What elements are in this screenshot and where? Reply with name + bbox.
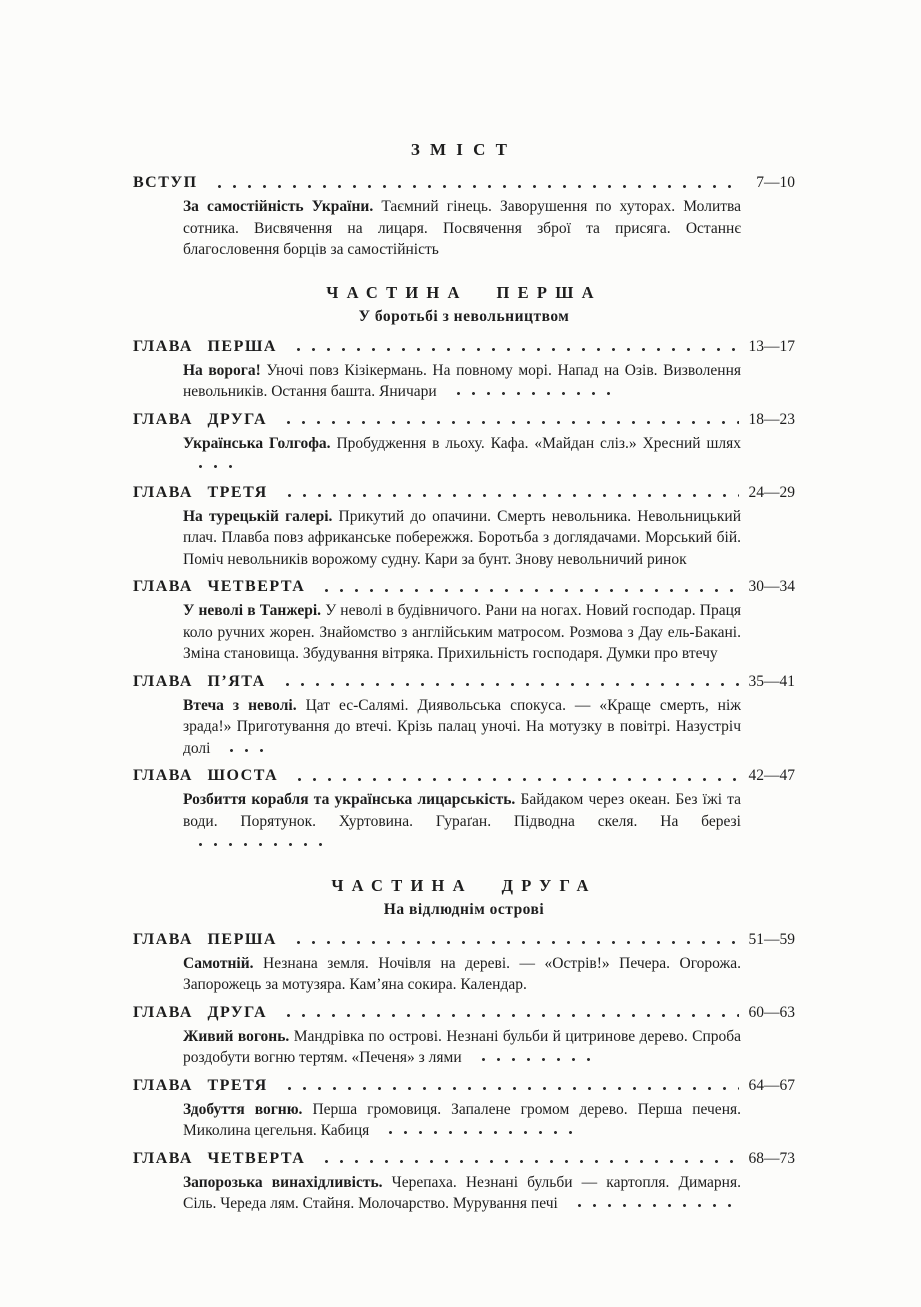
chapter-pages: 64—67: [748, 1076, 795, 1094]
chapter-pages: 30—34: [748, 578, 795, 595]
chapter-lead: Українська Голгофа.: [183, 434, 331, 452]
table-of-contents: [133, 140, 795, 1221]
chapter-entry-row: [133, 1148, 795, 1170]
dot-leader: [319, 1159, 738, 1164]
chapter-description: [183, 506, 741, 571]
chapter-pages: 18—23: [748, 410, 795, 428]
dot-leader: [291, 940, 739, 945]
part-1-subtitle: У боротьбі з невольництвом: [358, 307, 570, 325]
dot-leader: [282, 493, 739, 498]
part-2-heading: ЧАСТИНА ДРУГА: [331, 875, 597, 895]
chapter-heading: ГЛАВА ПЕРША: [133, 337, 277, 355]
chapter-heading: ГЛАВА ДРУГА: [133, 1003, 268, 1021]
chapter-heading: ГЛАВА ДРУГА: [133, 410, 268, 428]
chapter-heading: ГЛАВА ШОСТА: [133, 767, 279, 784]
dot-leader: [280, 682, 739, 687]
chapter-pages: 35—41: [748, 672, 795, 690]
chapter-entry-row: [133, 482, 795, 504]
trailing-dots: [476, 1057, 596, 1062]
dot-leader: [281, 420, 738, 425]
chapter-entry-row: [133, 1002, 795, 1024]
chapter-description: [183, 1026, 741, 1069]
trailing-dots: [224, 748, 264, 753]
dot-leader: [319, 588, 738, 593]
trailing-dots: [572, 1203, 732, 1208]
chapter-lead: У неволі в Танжері.: [183, 602, 322, 619]
chapter-text: Пробудження в льоху. Кафа. «Майдан сліз.» Хресний шлях: [336, 434, 741, 452]
chapter-description: [183, 789, 741, 854]
chapter-entry-row: [133, 336, 795, 358]
part-2-subtitle: На відлюднім острові: [383, 900, 545, 918]
chapter-lead: Самотній.: [183, 954, 254, 972]
intro-heading: ВСТУП: [133, 174, 198, 191]
chapter-entry-row: [133, 929, 795, 951]
dot-leader: [281, 1013, 738, 1018]
chapter-lead: Запорозька винахідливість.: [183, 1173, 383, 1191]
chapter-description: [183, 600, 741, 665]
chapter-lead: Втеча з неволі.: [183, 696, 297, 714]
chapter-text: Перша громовиця. Запалене громом дерево. Перша печеня. Миколина цегельня. Кабиця: [183, 1100, 741, 1139]
chapter-description: [183, 1099, 741, 1142]
chapter-heading: ГЛАВА ПЕРША: [133, 930, 277, 948]
intro-pages: 7—10: [756, 174, 795, 191]
intro-text: Таємний гінець. Заворушення по хуторах. Молитва сотника. Висвячення на лицаря. Посвячення зброї та присяга. Останнє благословення борців за самостійність: [183, 198, 742, 258]
chapter-pages: 13—17: [748, 337, 795, 355]
chapter-description: [183, 953, 741, 996]
chapter-heading: ГЛАВА ЧЕТВЕРТА: [133, 1149, 306, 1167]
chapter-entry-row: [133, 409, 795, 431]
chapter-heading: ГЛАВА ТРЕТЯ: [133, 483, 268, 501]
chapter-pages: 42—47: [748, 767, 795, 784]
trailing-dots: [451, 391, 621, 396]
chapter-heading: ГЛАВА П’ЯТА: [133, 672, 266, 690]
chapter-text: Черепаха. Незнані бульби — картопля. Димарня. Сіль. Череда лям. Стайня. Молочарство. Мурування печі: [183, 1173, 741, 1212]
intro-lead: За самостійність України.: [183, 198, 374, 215]
chapter-lead: Живий вогонь.: [183, 1027, 290, 1045]
trailing-dots: [383, 1130, 583, 1135]
chapter-text: Байдаком через океан. Без їжі та води. Порятунок. Хуртовина. Гураґан. Підводна скеля. На березі: [183, 791, 742, 830]
chapter-entry-row: [133, 1075, 795, 1097]
chapter-text: Уночі повз Кізікермань. На повному морі. Напад на Озів. Визволення невольників. Остання башта. Яничари: [183, 361, 741, 400]
chapter-text: Мандрівка по острові. Незнані бульби й цитринове дерево. Спроба роздобути вогню тертям. «Печеня» з лями: [183, 1027, 741, 1066]
dot-leader: [212, 184, 739, 189]
chapter-description: [183, 360, 741, 403]
chapter-pages: 24—29: [748, 483, 795, 501]
chapter-entry-row: [133, 576, 795, 598]
chapter-text: Незнана земля. Ночівля на дереві. — «Острів!» Печера. Огорожа. Запорожець за мотузяра. Кам’яна сокира. Календар.: [183, 954, 741, 993]
chapter-pages: 68—73: [748, 1149, 795, 1167]
chapter-heading: ГЛАВА ЧЕТВЕРТА: [133, 578, 306, 595]
intro-entry-row: [133, 172, 795, 194]
trailing-dots: [193, 464, 233, 469]
chapter-description: [183, 433, 741, 476]
chapter-description: [183, 695, 741, 760]
chapter-text: Цат ес-Салямі. Диявольська спокуса. — «Краще смерть, ніж зрада!» Приготування до втечі. Крізь палац уночі. На мотузку в повітрі. Назустріч долі: [183, 696, 741, 757]
toc-title: ЗМІСТ: [410, 140, 518, 159]
chapter-lead: На турецькій галері.: [183, 507, 333, 525]
chapter-heading: ГЛАВА ТРЕТЯ: [133, 1076, 268, 1094]
chapter-lead: Здобуття вогню.: [183, 1100, 303, 1118]
chapter-lead: Розбиття корабля та українська лицарськість.: [183, 791, 516, 808]
chapter-text: Прикутий до опачини. Смерть невольника. Невольницький плач. Плавба повз африканське побережжя. Боротьба з доглядачами. Морський бій. Поміч невольників ворожому судну. Кари за бунт. Знову невольничий ринок: [183, 507, 741, 568]
intro-description: [183, 196, 741, 261]
chapter-description: [183, 1172, 741, 1215]
chapter-text: У неволі в будівничого. Рани на ногах. Новий господар. Праця коло ручних жорен. Знайомство з англійським матросом. Розмова з Дау ель-Бакані. Зміна становища. Збудування вітряка. Прихильність господаря. Думки про втечу: [183, 602, 742, 662]
dot-leader: [282, 1086, 739, 1091]
dot-leader: [291, 347, 739, 352]
chapter-lead: На ворога!: [183, 361, 261, 379]
chapter-pages: 51—59: [748, 930, 795, 948]
dot-leader: [292, 777, 738, 782]
trailing-dots: [193, 842, 323, 847]
chapter-pages: 60—63: [748, 1003, 795, 1021]
chapter-entry-row: [133, 765, 795, 787]
chapter-entry-row: [133, 671, 795, 693]
part-1-heading: ЧАСТИНА ПЕРША: [326, 282, 602, 302]
